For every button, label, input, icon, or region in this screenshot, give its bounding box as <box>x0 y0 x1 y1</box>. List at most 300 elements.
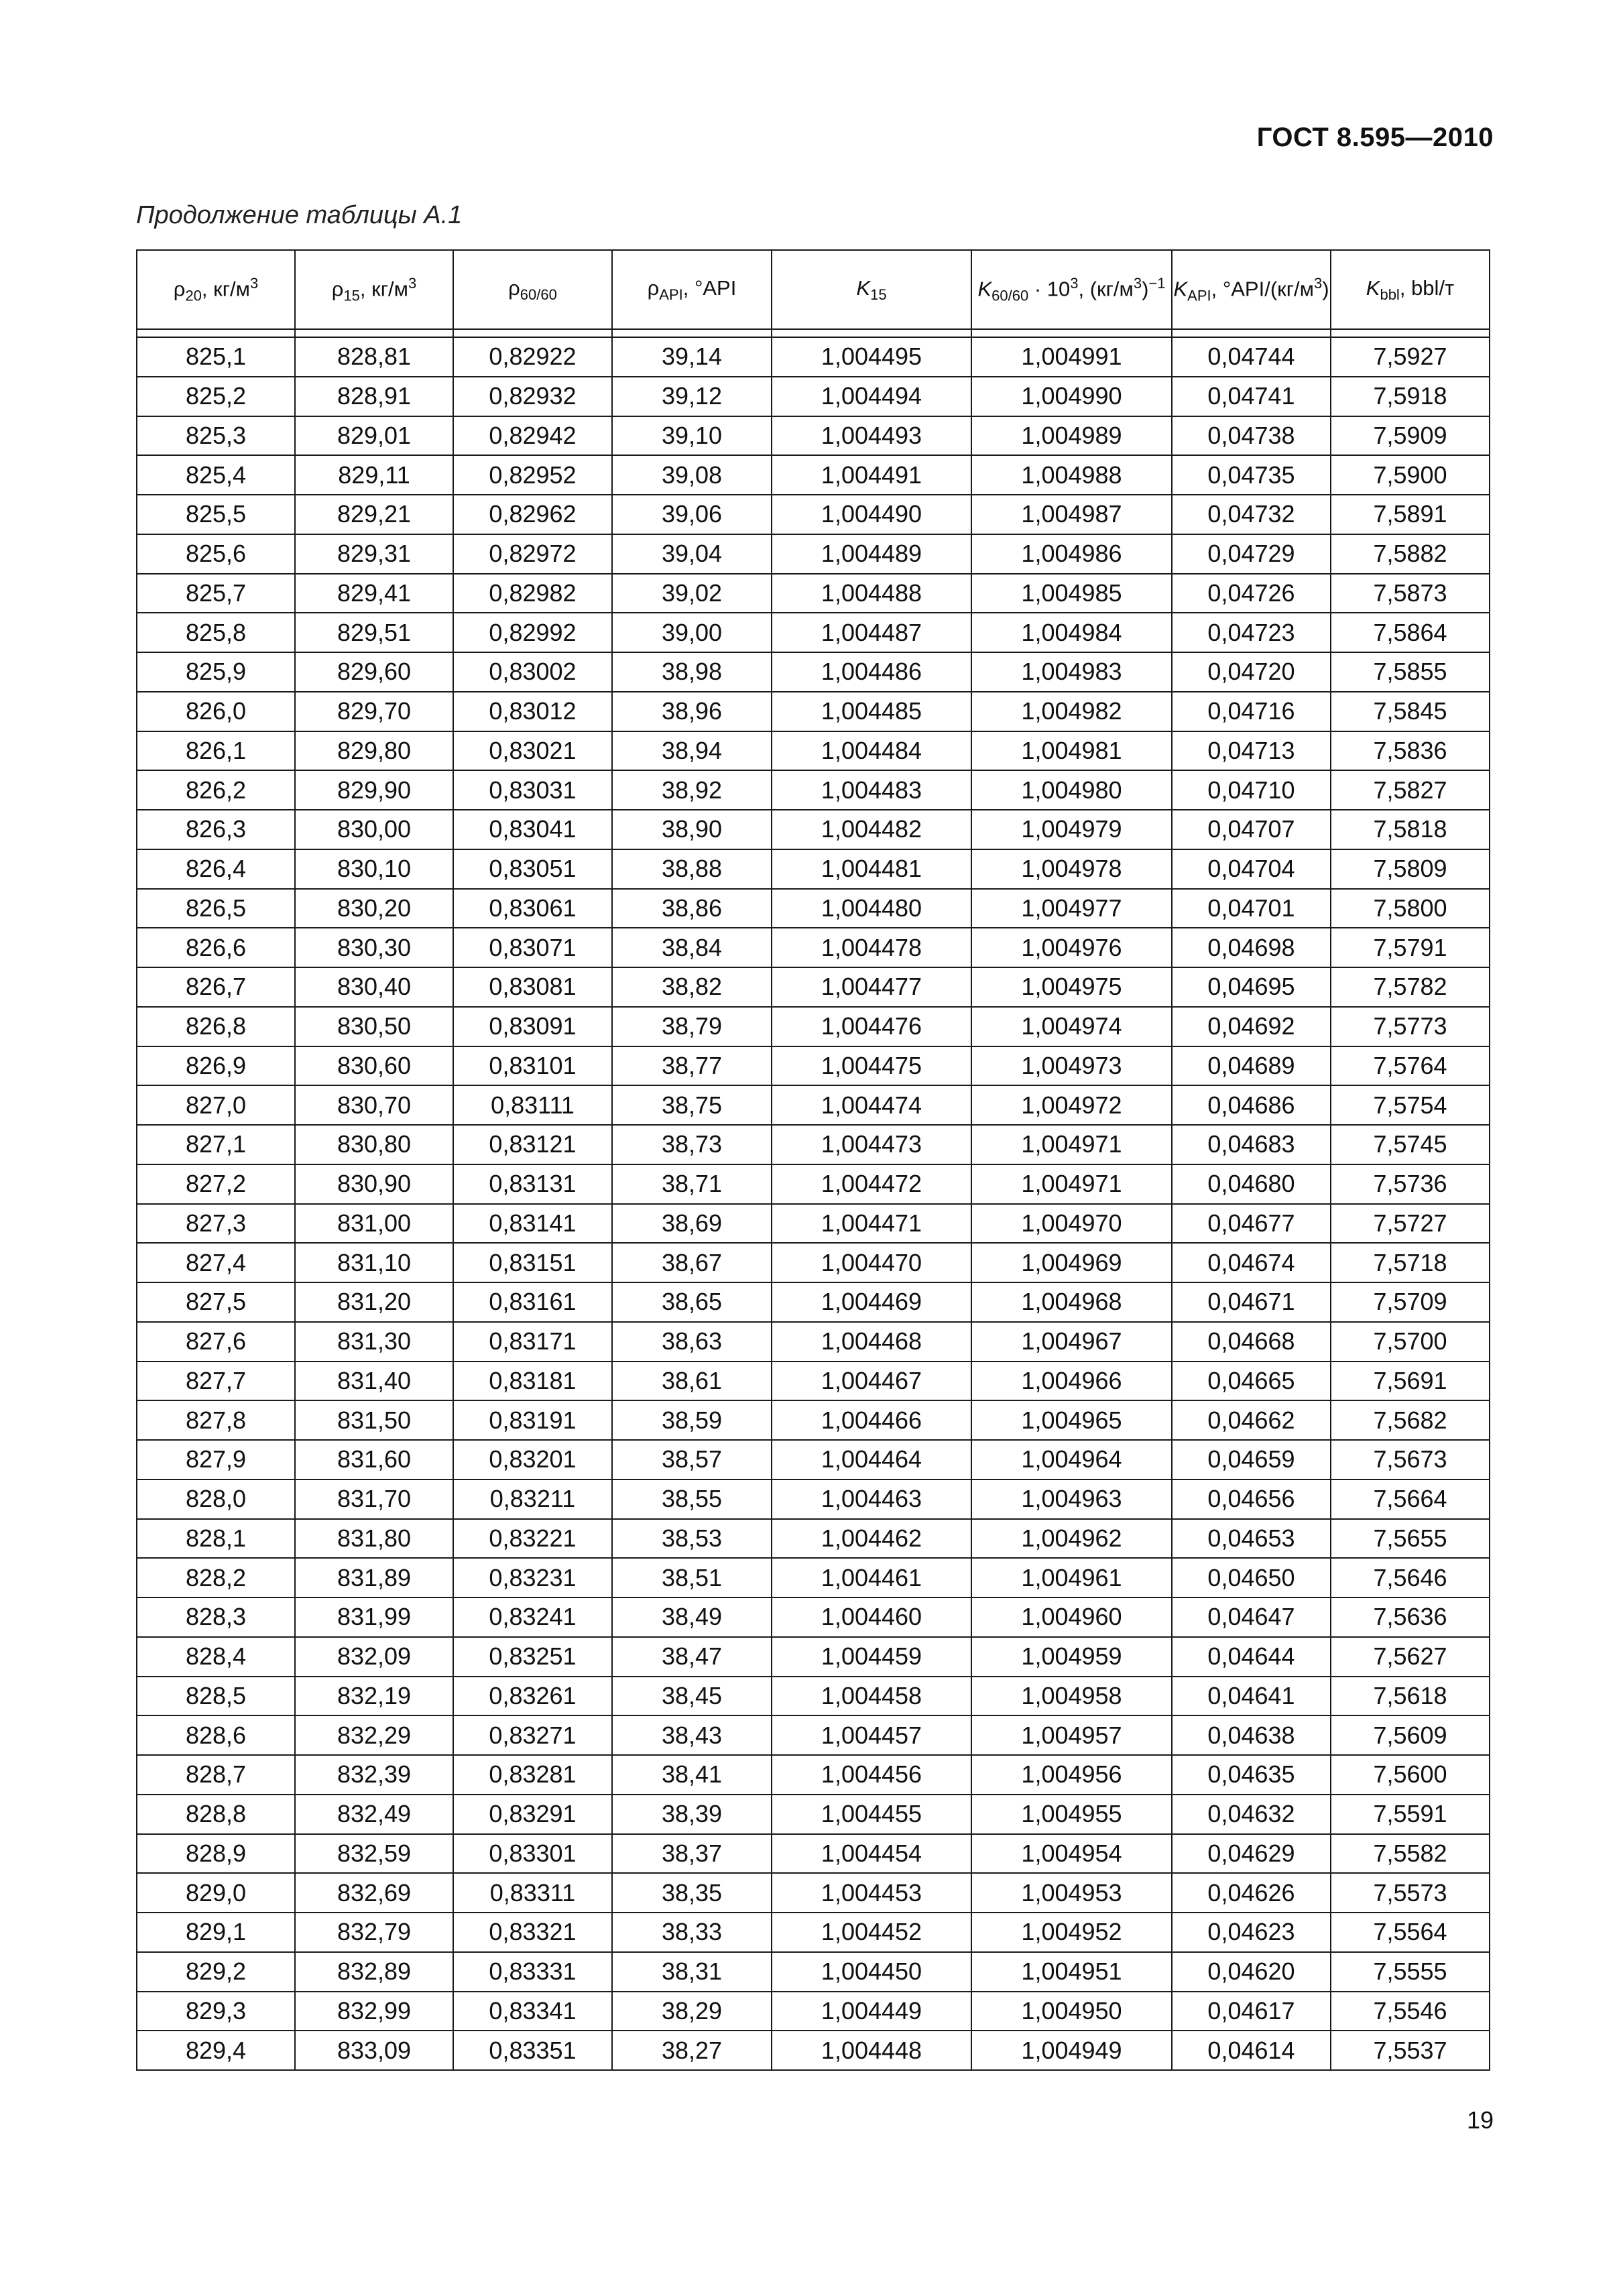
table-cell: 1,004456 <box>772 1755 971 1795</box>
table-row <box>137 495 1490 534</box>
table-cell: 827,4 <box>137 1243 295 1282</box>
table-cell: 0,04662 <box>1172 1400 1331 1440</box>
table-cell: 1,004470 <box>772 1243 971 1282</box>
table-row <box>137 967 1490 1007</box>
table-cell: 1,004974 <box>971 1007 1172 1046</box>
table-cell: 829,60 <box>295 652 453 692</box>
table-cell: 1,004949 <box>971 2031 1172 2070</box>
table-cell: 38,29 <box>612 1992 772 2031</box>
table-cell: 828,4 <box>137 1637 295 1677</box>
table-cell: 1,004455 <box>772 1795 971 1834</box>
table-cell: 826,5 <box>137 889 295 928</box>
table-cell: 38,94 <box>612 731 772 771</box>
table-cell: 0,04665 <box>1172 1362 1331 1401</box>
table-row <box>137 1992 1490 2031</box>
table-cell: 38,35 <box>612 1873 772 1913</box>
table-cell: 7,5582 <box>1331 1834 1490 1874</box>
table-cell: 38,98 <box>612 652 772 692</box>
table-cell: 0,83071 <box>453 928 612 967</box>
table-cell: 0,82982 <box>453 574 612 613</box>
table-cell: 0,83131 <box>453 1164 612 1204</box>
table-row <box>137 1204 1490 1244</box>
table-row <box>137 1243 1490 1282</box>
table-cell: 7,5664 <box>1331 1479 1490 1519</box>
table-cell: 7,5609 <box>1331 1715 1490 1755</box>
table-cell: 827,7 <box>137 1362 295 1401</box>
table-cell: 832,99 <box>295 1992 453 2031</box>
table-cell: 39,06 <box>612 495 772 534</box>
table-cell: 0,04689 <box>1172 1046 1331 1086</box>
table-cell: 7,5618 <box>1331 1677 1490 1716</box>
table-cell: 0,83261 <box>453 1677 612 1716</box>
table-cell: 1,004984 <box>971 613 1172 652</box>
header-kbbl: $K_{bbl}$, bbl/т <box>1331 250 1490 329</box>
table-cell: 1,004979 <box>971 810 1172 849</box>
table-cell: 1,004950 <box>971 1992 1172 2031</box>
table-cell: 829,51 <box>295 613 453 652</box>
table-cell: 0,04632 <box>1172 1795 1331 1834</box>
table-row <box>137 810 1490 849</box>
table-row <box>137 1715 1490 1755</box>
table-cell: 0,04686 <box>1172 1085 1331 1125</box>
table-cell: 0,04735 <box>1172 455 1331 495</box>
table-cell: 1,004475 <box>772 1046 971 1086</box>
table-cell: 831,99 <box>295 1597 453 1637</box>
table-cell: 1,004960 <box>971 1597 1172 1637</box>
table-cell: 832,29 <box>295 1715 453 1755</box>
table-cell: 828,6 <box>137 1715 295 1755</box>
table-cell: 0,04626 <box>1172 1873 1331 1913</box>
table-cell: 7,5718 <box>1331 1243 1490 1282</box>
table-cell: 829,01 <box>295 416 453 456</box>
table-cell: 7,5800 <box>1331 889 1490 928</box>
table-cell: 0,83111 <box>453 1085 612 1125</box>
table-cell: 0,83091 <box>453 1007 612 1046</box>
table-cell: 0,83231 <box>453 1558 612 1597</box>
table-cell: 1,004483 <box>772 770 971 810</box>
table-cell: 830,70 <box>295 1085 453 1125</box>
table-cell: 829,90 <box>295 770 453 810</box>
table-cell: 38,67 <box>612 1243 772 1282</box>
table-row <box>137 731 1490 771</box>
table-cell: 1,004454 <box>772 1834 971 1874</box>
table-cell: 1,004967 <box>971 1322 1172 1362</box>
table-cell: 1,004986 <box>971 534 1172 574</box>
table-cell: 0,83201 <box>453 1440 612 1479</box>
table-cell: 1,004490 <box>772 495 971 534</box>
table-cell: 0,82962 <box>453 495 612 534</box>
table-cell: 38,31 <box>612 1952 772 1992</box>
table-cell: 1,004477 <box>772 967 971 1007</box>
table-cell: 1,004471 <box>772 1204 971 1244</box>
table-cell: 831,70 <box>295 1479 453 1519</box>
table-cell: 38,71 <box>612 1164 772 1204</box>
table-cell: 0,04671 <box>1172 1282 1331 1322</box>
table-cell: 0,04716 <box>1172 692 1331 731</box>
table-cell: 0,82932 <box>453 377 612 416</box>
table-cell: 828,81 <box>295 337 453 377</box>
table-cell: 827,0 <box>137 1085 295 1125</box>
table-cell: 7,5773 <box>1331 1007 1490 1046</box>
table-row <box>137 1400 1490 1440</box>
table-cell: 828,2 <box>137 1558 295 1597</box>
table-cell: 829,3 <box>137 1992 295 2031</box>
table-cell: 1,004989 <box>971 416 1172 456</box>
table-cell: 0,83121 <box>453 1125 612 1164</box>
table-cell: 1,004458 <box>772 1677 971 1716</box>
table-cell: 0,82922 <box>453 337 612 377</box>
table-cell: 832,19 <box>295 1677 453 1716</box>
table-cell: 0,83002 <box>453 652 612 692</box>
table-cell: 7,5845 <box>1331 692 1490 731</box>
table-cell: 0,82972 <box>453 534 612 574</box>
table-cell: 832,89 <box>295 1952 453 1992</box>
table-cell: 0,83041 <box>453 810 612 849</box>
table-cell: 828,7 <box>137 1755 295 1795</box>
table-cell: 827,9 <box>137 1440 295 1479</box>
table-cell: 0,04695 <box>1172 967 1331 1007</box>
table-cell: 0,04656 <box>1172 1479 1331 1519</box>
table-cell: 830,00 <box>295 810 453 849</box>
table-cell: 38,69 <box>612 1204 772 1244</box>
table-cell: 0,04617 <box>1172 1992 1331 2031</box>
table-cell: 38,96 <box>612 692 772 731</box>
table-cell: 0,83181 <box>453 1362 612 1401</box>
table-cell: 38,43 <box>612 1715 772 1755</box>
table-cell: 7,5809 <box>1331 849 1490 889</box>
density-table <box>136 249 1490 2071</box>
table-cell: 830,80 <box>295 1125 453 1164</box>
table-cell: 0,83031 <box>453 770 612 810</box>
table-row <box>137 1755 1490 1795</box>
table-cell: 1,004467 <box>772 1362 971 1401</box>
table-cell: 1,004478 <box>772 928 971 967</box>
table-cell: 0,83301 <box>453 1834 612 1874</box>
table-row <box>137 1440 1490 1479</box>
table-cell: 0,04674 <box>1172 1243 1331 1282</box>
table-cell: 1,004958 <box>971 1677 1172 1716</box>
table-cell: 0,83012 <box>453 692 612 731</box>
table-cell: 825,7 <box>137 574 295 613</box>
table-cell: 38,51 <box>612 1558 772 1597</box>
table-cell: 38,61 <box>612 1362 772 1401</box>
table-cell: 1,004488 <box>772 574 971 613</box>
table-cell: 38,53 <box>612 1519 772 1559</box>
table-cell: 7,5600 <box>1331 1755 1490 1795</box>
table-row <box>137 377 1490 416</box>
table-cell: 0,83321 <box>453 1913 612 1952</box>
table-cell: 826,0 <box>137 692 295 731</box>
table-cell: 7,5882 <box>1331 534 1490 574</box>
table-cell: 1,004450 <box>772 1952 971 1992</box>
table-row <box>137 1637 1490 1677</box>
table-cell: 38,59 <box>612 1400 772 1440</box>
header-spacer <box>137 329 1490 337</box>
table-cell: 1,004971 <box>971 1164 1172 1204</box>
table-cell: 1,004489 <box>772 534 971 574</box>
table-cell: 0,04701 <box>1172 889 1331 928</box>
table-cell: 1,004481 <box>772 849 971 889</box>
table-cell: 1,004468 <box>772 1322 971 1362</box>
table-cell: 1,004476 <box>772 1007 971 1046</box>
table-cell: 1,004965 <box>971 1400 1172 1440</box>
table-cell: 826,7 <box>137 967 295 1007</box>
table-cell: 830,10 <box>295 849 453 889</box>
table-row <box>137 534 1490 574</box>
table-cell: 828,91 <box>295 377 453 416</box>
table-cell: 7,5673 <box>1331 1440 1490 1479</box>
table-row <box>137 1834 1490 1874</box>
table-cell: 0,82942 <box>453 416 612 456</box>
table-cell: 0,04647 <box>1172 1597 1331 1637</box>
table-cell: 1,004962 <box>971 1519 1172 1559</box>
table-cell: 39,02 <box>612 574 772 613</box>
table-cell: 1,004969 <box>971 1243 1172 1282</box>
table-cell: 1,004968 <box>971 1282 1172 1322</box>
table-cell: 0,82952 <box>453 455 612 495</box>
table-cell: 832,39 <box>295 1755 453 1795</box>
table-cell: 38,45 <box>612 1677 772 1716</box>
table-cell: 829,41 <box>295 574 453 613</box>
table-cell: 829,0 <box>137 1873 295 1913</box>
table-cell: 826,4 <box>137 849 295 889</box>
table-cell: 830,50 <box>295 1007 453 1046</box>
table-cell: 1,004457 <box>772 1715 971 1755</box>
table-cell: 0,04723 <box>1172 613 1331 652</box>
table-cell: 1,004474 <box>772 1085 971 1125</box>
table-cell: 1,004980 <box>971 770 1172 810</box>
table-cell: 7,5591 <box>1331 1795 1490 1834</box>
table-cell: 829,21 <box>295 495 453 534</box>
table-row <box>137 1677 1490 1716</box>
table-cell: 39,08 <box>612 455 772 495</box>
table-cell: 1,004988 <box>971 455 1172 495</box>
table-cell: 38,77 <box>612 1046 772 1086</box>
table-cell: 830,40 <box>295 967 453 1007</box>
table-cell: 1,004453 <box>772 1873 971 1913</box>
table-cell: 7,5627 <box>1331 1637 1490 1677</box>
table-cell: 0,04629 <box>1172 1834 1331 1874</box>
table-cell: 0,04713 <box>1172 731 1331 771</box>
table-cell: 0,04698 <box>1172 928 1331 967</box>
table-cell: 826,2 <box>137 770 295 810</box>
table-row <box>137 1282 1490 1322</box>
table-cell: 1,004971 <box>971 1125 1172 1164</box>
table-row <box>137 1597 1490 1637</box>
header-rho15: $\rho_{15}$, $кг/м^3$ <box>295 250 453 329</box>
page-number: 19 <box>1466 2106 1494 2134</box>
table-cell: 1,004459 <box>772 1637 971 1677</box>
table-cell: 7,5537 <box>1331 2031 1490 2070</box>
table-cell: 832,59 <box>295 1834 453 1874</box>
table-cell: 1,004461 <box>772 1558 971 1597</box>
table-cell: 832,79 <box>295 1913 453 1952</box>
table-cell: 1,004494 <box>772 377 971 416</box>
table-cell: 39,10 <box>612 416 772 456</box>
table-cell: 0,83161 <box>453 1282 612 1322</box>
table-row <box>137 1795 1490 1834</box>
table-cell: 0,04653 <box>1172 1519 1331 1559</box>
table-cell: 831,00 <box>295 1204 453 1244</box>
table-cell: 0,04729 <box>1172 534 1331 574</box>
table-cell: 7,5636 <box>1331 1597 1490 1637</box>
table-cell: 7,5700 <box>1331 1322 1490 1362</box>
table-cell: 38,73 <box>612 1125 772 1164</box>
table-cell: 830,30 <box>295 928 453 967</box>
table-cell: 7,5818 <box>1331 810 1490 849</box>
header-rho20: $\rho_{20}$, $кг/м^3$ <box>137 250 295 329</box>
table-cell: 827,8 <box>137 1400 295 1440</box>
table-cell: 826,9 <box>137 1046 295 1086</box>
table-cell: 39,04 <box>612 534 772 574</box>
table-cell: 0,04650 <box>1172 1558 1331 1597</box>
table-cell: 1,004990 <box>971 377 1172 416</box>
table-cell: 825,6 <box>137 534 295 574</box>
table-cell: 1,004982 <box>971 692 1172 731</box>
table-cell: 1,004466 <box>772 1400 971 1440</box>
table-cell: 7,5573 <box>1331 1873 1490 1913</box>
table-cell: 7,5918 <box>1331 377 1490 416</box>
table-cell: 38,37 <box>612 1834 772 1874</box>
table-cell: 7,5764 <box>1331 1046 1490 1086</box>
table-row <box>137 1046 1490 1086</box>
table-cell: 1,004959 <box>971 1637 1172 1677</box>
table-cell: 825,8 <box>137 613 295 652</box>
table-cell: 38,90 <box>612 810 772 849</box>
table-row <box>137 928 1490 967</box>
table-cell: 39,14 <box>612 337 772 377</box>
table-cell: 1,004469 <box>772 1282 971 1322</box>
table-cell: 0,04726 <box>1172 574 1331 613</box>
table-cell: 827,2 <box>137 1164 295 1204</box>
table-cell: 38,55 <box>612 1479 772 1519</box>
table-cell: 831,10 <box>295 1243 453 1282</box>
table-cell: 0,04744 <box>1172 337 1331 377</box>
table-cell: 38,39 <box>612 1795 772 1834</box>
table-cell: 828,9 <box>137 1834 295 1874</box>
table-cell: 830,60 <box>295 1046 453 1086</box>
table-cell: 0,83281 <box>453 1755 612 1795</box>
table-cell: 829,2 <box>137 1952 295 1992</box>
table-cell: 7,5745 <box>1331 1125 1490 1164</box>
table-cell: 1,004462 <box>772 1519 971 1559</box>
table-cell: 1,004487 <box>772 613 971 652</box>
table-cell: 0,83061 <box>453 889 612 928</box>
table-cell: 7,5782 <box>1331 967 1490 1007</box>
table-cell: 829,80 <box>295 731 453 771</box>
table-cell: 831,50 <box>295 1400 453 1440</box>
table-cell: 0,04692 <box>1172 1007 1331 1046</box>
table-cell: 0,04635 <box>1172 1755 1331 1795</box>
table-cell: 0,83271 <box>453 1715 612 1755</box>
table-cell: 0,83141 <box>453 1204 612 1244</box>
table-cell: 828,0 <box>137 1479 295 1519</box>
table-row <box>137 1322 1490 1362</box>
table-cell: 7,5791 <box>1331 928 1490 967</box>
table-cell: 1,004985 <box>971 574 1172 613</box>
table-cell: 0,83331 <box>453 1952 612 1992</box>
table-cell: 832,49 <box>295 1795 453 1834</box>
table-cell: 38,41 <box>612 1755 772 1795</box>
table-row <box>137 1164 1490 1204</box>
table-cell: 1,004970 <box>971 1204 1172 1244</box>
table-cell: 830,20 <box>295 889 453 928</box>
table-cell: 1,004991 <box>971 337 1172 377</box>
table-cell: 825,4 <box>137 455 295 495</box>
table-cell: 1,004973 <box>971 1046 1172 1086</box>
table-cell: 1,004957 <box>971 1715 1172 1755</box>
table-cell: 1,004961 <box>971 1558 1172 1597</box>
table-row <box>137 1479 1490 1519</box>
table-cell: 0,83311 <box>453 1873 612 1913</box>
table-cell: 825,2 <box>137 377 295 416</box>
table-row <box>137 889 1490 928</box>
table-cell: 828,8 <box>137 1795 295 1834</box>
table-cell: 38,88 <box>612 849 772 889</box>
table-cell: 0,83021 <box>453 731 612 771</box>
table-cell: 829,31 <box>295 534 453 574</box>
header-rhoapi: $\rho_{API}$, °API <box>612 250 772 329</box>
table-cell: 1,004983 <box>971 652 1172 692</box>
header-k6060: $K_{60/60} \cdot 10^3$, $(кг/м^3)^{-1}$ <box>971 250 1172 329</box>
table-cell: 0,04707 <box>1172 810 1331 849</box>
table-cell: 38,92 <box>612 770 772 810</box>
table-cell: 1,004480 <box>772 889 971 928</box>
table-cell: 38,86 <box>612 889 772 928</box>
table-cell: 1,004987 <box>971 495 1172 534</box>
header-rho6060: $\rho_{60/60}$ <box>453 250 612 329</box>
table-cell: 829,1 <box>137 1913 295 1952</box>
table-cell: 38,63 <box>612 1322 772 1362</box>
table-cell: 0,04668 <box>1172 1322 1331 1362</box>
table-row <box>137 455 1490 495</box>
table-cell: 0,04677 <box>1172 1204 1331 1244</box>
table-cell: 826,1 <box>137 731 295 771</box>
table-cell: 0,04732 <box>1172 495 1331 534</box>
table-cell: 0,83351 <box>453 2031 612 2070</box>
table-cell: 7,5864 <box>1331 613 1490 652</box>
table-cell: 0,04623 <box>1172 1913 1331 1952</box>
table-cell: 833,09 <box>295 2031 453 2070</box>
table-cell: 7,5909 <box>1331 416 1490 456</box>
table-cell: 0,04738 <box>1172 416 1331 456</box>
table-cell: 38,33 <box>612 1913 772 1952</box>
table-cell: 827,5 <box>137 1282 295 1322</box>
table-cell: 825,9 <box>137 652 295 692</box>
table-row <box>137 1085 1490 1125</box>
table-cell: 7,5727 <box>1331 1204 1490 1244</box>
table-cell: 826,6 <box>137 928 295 967</box>
table-row <box>137 692 1490 731</box>
table-cell: 1,004953 <box>971 1873 1172 1913</box>
table-cell: 38,75 <box>612 1085 772 1125</box>
table-cell: 0,83151 <box>453 1243 612 1282</box>
table-cell: 7,5682 <box>1331 1400 1490 1440</box>
table-cell: 7,5900 <box>1331 455 1490 495</box>
table-cell: 0,83241 <box>453 1597 612 1637</box>
table-cell: 1,004486 <box>772 652 971 692</box>
table-cell: 825,5 <box>137 495 295 534</box>
table-row <box>137 1873 1490 1913</box>
document-code: ГОСТ 8.595—2010 <box>1256 123 1494 152</box>
table-row <box>137 652 1490 692</box>
table-cell: 1,004493 <box>772 416 971 456</box>
table-cell: 1,004449 <box>772 1992 971 2031</box>
table-cell: 0,04720 <box>1172 652 1331 692</box>
table-cell: 0,83081 <box>453 967 612 1007</box>
table-cell: 829,4 <box>137 2031 295 2070</box>
table-header-row <box>137 250 1490 329</box>
